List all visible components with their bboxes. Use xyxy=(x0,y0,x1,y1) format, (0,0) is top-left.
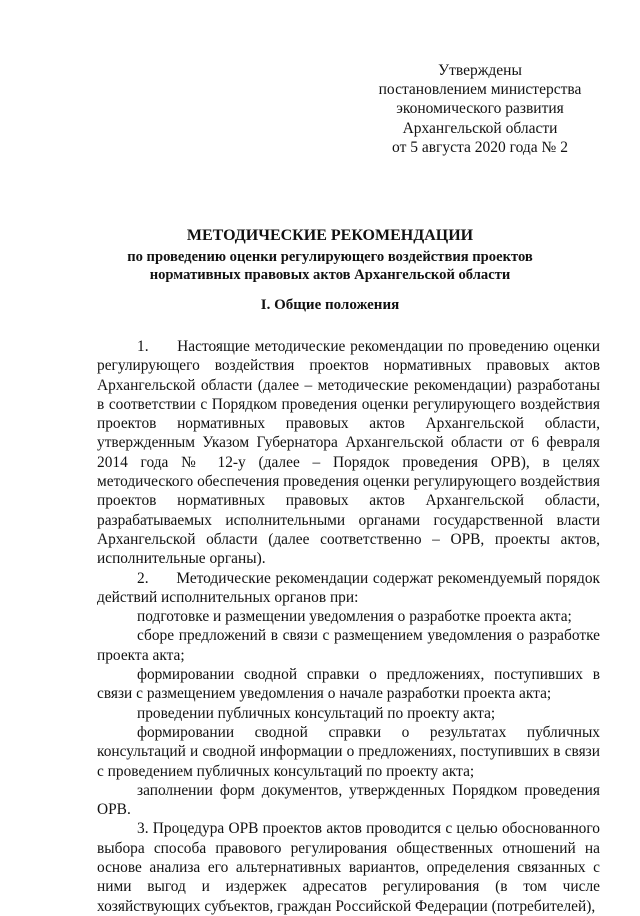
approval-line-4: Архангельской области xyxy=(402,119,558,137)
approval-line-5: от 5 августа 2020 года № 2 xyxy=(392,138,568,156)
paragraph-3: 3. Процедура ОРВ проектов актов проводится с целью обоснованного выбора способа правового регулирования общественных отношений на основе анализа его альтернативных вариантов, определения связанных с ними выгод и издержек адресатов регулирования (в том числе хозяйствующих субъектов, граждан Российской Федерации (потребителей), xyxy=(97,820,600,915)
list-item-2: сборе предложений в связи с размещением уведомления о разработке проекта акта; xyxy=(97,627,600,664)
list-item-1: подготовке и размещении уведомления о разработке проекта акта; xyxy=(137,608,572,626)
section-heading: I. Общие положения xyxy=(260,297,400,313)
approval-line-2: постановлением министерства xyxy=(378,81,582,99)
approval-line-3: экономического развития xyxy=(396,100,564,118)
document-subtitle-line-1: по проведению оценки регулирующего воздействия проектов xyxy=(127,249,533,265)
paragraph-2: 2. Методические рекомендации содержат рекомендуемый порядок действий исполнительных органов при: xyxy=(97,569,600,606)
body-text xyxy=(97,337,600,916)
approval-stamp xyxy=(360,61,600,157)
list-item-4: проведении публичных консультаций по проекту акта; xyxy=(137,704,496,722)
list-item-3: формировании сводной справки о предложениях, поступивших в связи с размещением уведомления о начале разработки проекта акта; xyxy=(97,666,600,703)
list-item-5: формировании сводной справки о результатах публичных консультаций и сводной информации о предложениях, поступивших в связи с проведением публичных консультаций по проекту акта; xyxy=(97,723,600,780)
document-subtitle-line-2: нормативных правовых актов Архангельской области xyxy=(149,267,511,283)
list-item-6: заполнении форм документов, утвержденных Порядком проведения ОРВ. xyxy=(97,781,600,819)
document-title: МЕТОДИЧЕСКИЕ РЕКОМЕНДАЦИИ xyxy=(186,227,474,244)
approval-line-1: Утверждены xyxy=(438,62,522,79)
paragraph-1: 1. Настоящие методические рекомендации по проведению оценки регулирующего воздействия проектов нормативных правовых актов Архангельской области (далее – методические рекомендации) разработаны в соответствии с Порядком проведения оценки регулирующего воздействия проектов нормативных правовых актов Архангельской области, утвержденным Указом Губернатора Архангельской области от 6 февраля 2014 года № 12-у (далее – Порядок проведения ОРВ), в целях методического обеспечения проведения оценки регулирующего воздействия проектов нормативных правовых актов Архангельской области, разрабатываемых исполнительными органами государственной власти Архангельской области (далее соответственно – ОРВ, проекты актов, исполнительные органы). xyxy=(97,338,600,568)
